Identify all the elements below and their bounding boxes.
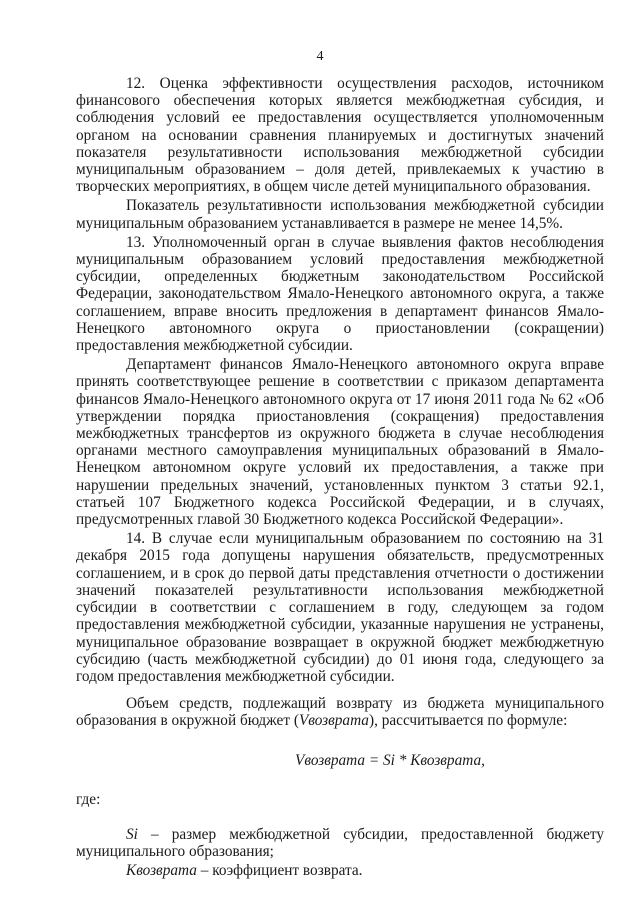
definition-term: Kвозврата	[126, 862, 197, 880]
document-body	[76, 75, 604, 882]
paragraph-13-department: Департамент финансов Ямало-Ненецкого автономного округа вправе принять соответствующее решение в соответствии с приказом департамента финансов Ямало-Ненецкого автономного округа от 17 июня 2011 года № 62 «Об утверждении порядка приостановления (сокращения) предоставления межбюджетных трансфертов из окружного бюджета в случае несоблюдения органами местного самоуправления муниципальных образований в Ямало-Ненецком автономном округе условий их предоставления, а также при нарушении предельных значений, установленных пунктом 3 статьи 92.1, статьей 107 Бюджетного кодекса Российской Федерации, и в случаях, предусмотренных главой 30 Бюджетного кодекса Российской Федерации».	[76, 356, 604, 529]
paragraph-12-indicator: Показатель результативности использования межбюджетной субсидии муниципальным образованием устанавливается в размере не менее 14,5%.	[76, 197, 604, 232]
definition-term: Si	[126, 825, 138, 843]
paragraph-gap	[76, 687, 604, 695]
paragraph-13: 13. Уполномоченный орган в случае выявления фактов несоблюдения муниципальным образованием условий предоставления межбюджетной субсидии, определенных бюджетным законодательством Российской Федерации, законодательством Ямало-Ненецкого автономного округа, а также соглашением, вправе вносить предложения в департамент финансов Ямало-Ненецкого автономного округа о приостановлении (сокращении) предоставления межбюджетной субсидии.	[76, 233, 604, 355]
volume-text-before: Объем средств, подлежащий возврату из бюджета муниципального образования в окружной бюджет (	[76, 695, 604, 730]
definition-text: – коэффициент возврата.	[196, 862, 363, 880]
volume-variable: Vвозврата	[298, 712, 369, 730]
paragraph-14-volume	[76, 695, 604, 729]
paragraph-14: 14. В случае если муниципальным образованием по состоянию на 31 декабря 2015 года допущены нарушения обязательств, предусмотренных соглашением, и в срок до первой даты представления отчетности о достижении значений показателей результативности использования межбюджетной субсидии в соответствии с соглашением в году, следующем за годом предоставления межбюджетной субсидии, указанные нарушения не устранены, муниципальное образование возвращает в окружной бюджет межбюджетную субсидию (часть межбюджетной субсидии) до 01 июня года, следующего за годом предоставления межбюджетной субсидии.	[76, 530, 604, 685]
paragraph-12: 12. Оценка эффективности осуществления расходов, источником финансового обеспечения которых является межбюджетная субсидия, и соблюдения условий ее предоставления осуществляется уполномоченным органом на основании сравнения планируемых и достигнутых значений показателя результативности использования межбюджетной субсидии муниципальным образованием – доля детей, привлекаемых к участию в творческих мероприятиях, в общем числе детей муниципального образования.	[76, 75, 604, 196]
where-label: где:	[76, 790, 101, 808]
definition-text: – размер межбюджетной субсидии, предоставленной бюджету муниципального образования;	[76, 825, 604, 861]
page-number: 4	[316, 49, 324, 64]
volume-text-after: ), рассчитывается по формуле:	[368, 712, 568, 730]
definition-si	[76, 826, 604, 860]
definition-k	[76, 862, 604, 879]
return-formula: Vвозврата = Si * Kвозврата,	[295, 751, 485, 769]
